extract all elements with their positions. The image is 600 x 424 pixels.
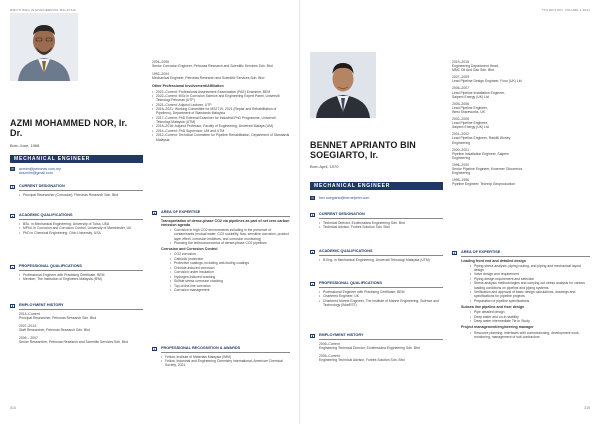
- employment-entry: 2004–2006 Senior Corrosion Engineer, Petronas Research and Scientific Services Sdn. Bhd: [152, 60, 273, 69]
- divider: [319, 339, 443, 340]
- briefcase-icon: ■: [311, 213, 314, 217]
- list-item: • Sulfide stress corrosion cracking: [170, 279, 290, 283]
- subsection-title: Corrosion and Corrosion Control: [161, 247, 218, 252]
- employment-entry: 2002–2005 Lead Pipeline Engineer, Saipem Energy (UK) Ltd: [452, 117, 489, 130]
- section-expertise-bennet: [452, 250, 590, 339]
- list-item: • Cathodic protection: [170, 257, 290, 261]
- list-item: • Fellow, Industrial and Engineering Chemistry International, American Chemical Society, 2021: [161, 359, 290, 367]
- list-item: • Piping stress analysis, piping routing, and piping and mechanical layout design: [470, 264, 590, 272]
- employment-continued-azmi: [152, 60, 290, 142]
- list-item: • Technical Director, Ecothreadea Engineering Sdn. Bhd: [319, 221, 443, 225]
- section-academic-azmi: [10, 213, 143, 236]
- list-item: • CO2 corrosion: [170, 252, 290, 256]
- list-item: • 2017–Current: PhD External Examiner for Industrial PhD Programme, Universiti Teknologi Malaysia (UTM): [152, 116, 290, 124]
- section-academic-bennet: [310, 249, 443, 262]
- list-item: • Corrosion in high CO2 environments including in the presence of contaminants (mutual water, CO2 solubility, flow, sensitive corrosion, product layer effect, corrosion inhibitors, and corrosion monitoring): [170, 228, 290, 240]
- employment-continued-bennet: [452, 60, 590, 189]
- list-item: • Valve design and requirement: [470, 272, 590, 276]
- employment-entry: 2000–2001 Pipeline Installation Engineer, Saipem Engineering: [452, 147, 509, 160]
- divider: [19, 309, 143, 310]
- briefcase-icon: ■: [11, 185, 14, 189]
- list-item: • 2015–2018: Adjunct Professor, Faculty of Engineering, Universiti Malaya (UM): [152, 124, 290, 128]
- list-item: • Pipe detailed design: [470, 310, 590, 314]
- list-item: • Chloride-induced corrosion: [170, 266, 290, 270]
- list-item: • Professional Engineer with Practising Certificate, BEM: [319, 290, 443, 294]
- list-item: • Chartered Engineer, UK: [319, 294, 443, 298]
- section-professional-azmi: [10, 264, 143, 282]
- discipline-banner-bennet: MECHANICAL ENGINEER: [310, 182, 443, 190]
- certificate-icon: ●: [311, 282, 314, 286]
- section-current-designation-bennet: [310, 212, 443, 230]
- list-item: • Principal Researcher (Corrosion), Petronas Research Sdn. Bhd: [19, 193, 143, 197]
- list-item: • Protective coatings, including anti-fouling coatings: [170, 261, 290, 265]
- discipline-banner-azmi: MECHANICAL ENGINEER: [10, 155, 143, 163]
- employment-entry: 2006–2007 Lead Pipeline Installation Engineer, Saipem Energy (UK) Ltd: [452, 86, 505, 99]
- divider: [161, 352, 290, 353]
- list-item: • Member, The Institution of Engineers Malaysia (IEM): [19, 277, 143, 281]
- email-block-bennet: [310, 196, 369, 200]
- divider: [19, 219, 143, 220]
- star-icon: ★: [153, 211, 156, 215]
- employment-entry: 1995–1996 Pipeline Engineer, Technip Geoproduction: [452, 178, 516, 187]
- star-icon: ★: [453, 251, 456, 255]
- divider: [319, 218, 443, 219]
- list-item: • Preparation of pipeline specifications: [470, 299, 590, 303]
- section-title: EMPLOYMENT HISTORY: [319, 333, 364, 337]
- list-item: • Planning the technoeconomics of dense-phase CO2 pipelines: [170, 241, 290, 245]
- list-item: • PhD in Chemical Engineering, Ohio University, USA: [19, 231, 143, 235]
- section-expertise-azmi: [152, 210, 290, 293]
- list-item: • Corrosion management: [170, 288, 290, 292]
- section-title: AREA OF EXPERTISE: [461, 250, 501, 254]
- born-date-bennet: Born April, 1970: [310, 164, 339, 169]
- email-icon: ✉: [11, 167, 14, 171]
- list-item: • MPhil. in Corrosion and Corrosion Control, University of Manchester, UK: [19, 226, 143, 230]
- divider: [19, 270, 143, 271]
- list-item: • Deep water and on-in stability: [470, 315, 590, 319]
- email-link-2[interactable]: drazmim@gmail.com: [19, 171, 53, 176]
- employment-entry: 2007–2014 Staff Researcher, Petronas Research Sdn. Bhd: [19, 323, 90, 332]
- running-header-left: WHO'S WHO IN ENGINEERING MALAYSIA: [10, 8, 76, 12]
- employment-entry: 1992–2004 Mechanical Engineer, Petronas Research and Scientific Services Sdn. Bhd: [152, 72, 265, 81]
- subsection-title: Project management/engineering manager: [461, 325, 534, 330]
- award-icon: ✦: [153, 347, 156, 351]
- list-item: • Hydrogen-induced cracking: [170, 275, 290, 279]
- list-item: • Piping design requirement and selection: [470, 277, 590, 281]
- section-title: PROFESSIONAL RECOGNITION & AWARDS: [161, 346, 241, 350]
- portrait-azmi-image: [10, 13, 78, 81]
- section-employment-azmi: [10, 303, 143, 348]
- list-item: • Stress analysis methodologies and carrying out stress analysis for various loading conditions on pipeline and piping systems: [470, 281, 590, 289]
- list-item: • Technical Advisor, Forbes Solution Sdn. Bhd: [319, 225, 443, 229]
- list-item: • 2021–Current: Adjunct Lecturer, UTP: [152, 103, 290, 107]
- list-item: • Resource planning, interfaces with commissioning, development work, monitoring, management of sub-contractors: [470, 331, 590, 339]
- right-page: [300, 0, 600, 424]
- section-title: ACADEMIC QUALIFICATIONS: [319, 249, 373, 253]
- list-item: • Verification and approval of basic design calculations, drawings and specifications for pipeline projects: [470, 290, 590, 298]
- divider: [319, 287, 443, 288]
- list-item: • Fellow, Institute of Materials Malaysia (IMM): [161, 355, 290, 359]
- list-item: • 2022–Current: Professional Assessment Examination (PAE) Examiner, BEM: [152, 90, 290, 94]
- list-item: • 2014–Current: PhD Supervisor, UM and UTM: [152, 129, 290, 133]
- email-icon: ✉: [311, 196, 314, 200]
- profile-name-bennet: BENNET APRIANTO BIN SOEGIARTO, Ir.: [310, 140, 416, 160]
- employment-entry: 2005–Current Engineering Technical Advisor, Forbes Solution Sdn. Bhd: [319, 353, 405, 362]
- list-item: • Top-of-the-line corrosion: [170, 284, 290, 288]
- subsection-title: Subsea line pipeline and riser design: [461, 304, 525, 309]
- building-icon: ▮: [311, 334, 314, 338]
- section-title: CURRENT DESIGNATION: [19, 184, 65, 188]
- list-item: • 2022–Current: MSc in Corrosion Science and Engineering Expert Panel, Universiti Teknologi Petronas (UTP): [152, 94, 290, 102]
- list-item: • BSc. in Mechanical Engineering, University of Tulsa, USA: [19, 222, 143, 226]
- subsection-title: Leading front end and detailed design: [461, 258, 526, 263]
- section-current-designation-azmi: [10, 184, 143, 197]
- portrait-bennet-image: [310, 52, 376, 118]
- graduation-cap-icon: ▲: [11, 214, 14, 218]
- section-recognition-azmi: [152, 346, 290, 368]
- page-number-right: 315: [584, 406, 590, 410]
- building-icon: ▮: [11, 304, 14, 308]
- subsection-title: Other Professional Involvement/Affiliation: [152, 84, 224, 89]
- section-title: EMPLOYMENT HISTORY: [19, 303, 64, 307]
- divider: [461, 256, 590, 257]
- expertise-lead: Transportation of dense-phase CO2 via pipelines as part of net zero carbon emission agenda: [161, 218, 290, 227]
- running-header-right: 7TH EDITION, VOLUME 1 2024: [541, 8, 590, 12]
- email-link-1[interactable]: azmim@petronas.com.my: [19, 167, 61, 171]
- employment-entry: 1996–2000 Senior Pipeline Engineer, Kvaerner Oilcomnics Engineering: [452, 162, 523, 176]
- employment-entry: 2006–Current Engineering Technical Director, Ecothreadea Engineering Sdn. Bhd: [319, 341, 420, 350]
- section-title: PROFESSIONAL QUALIFICATIONS: [319, 281, 382, 285]
- section-title: CURRENT DESIGNATION: [319, 212, 365, 216]
- section-title: ACADEMIC QUALIFICATIONS: [19, 213, 73, 217]
- page-number-left: 314: [10, 406, 16, 410]
- list-item: • 2018–2021: Working Committee for MS2719, 2021 (Repair and Rehabilitation of Pipelines), Department of Standards Malaysia: [152, 107, 290, 115]
- section-title: PROFESSIONAL QUALIFICATIONS: [19, 264, 82, 268]
- list-item: • Professional Engineer with Practising Certificate, BEM: [19, 273, 143, 277]
- section-title: AREA OF EXPERTISE: [161, 210, 201, 214]
- divider: [319, 255, 443, 256]
- section-professional-bennet: [310, 281, 443, 308]
- list-item: • B.Eng. in Mechanical Engineering, Universiti Teknologi Malaysia (UTM): [319, 258, 443, 262]
- list-item: • 2012–Current: Technical Committee for Pipeline Rehabilitation, Department of Standards Malaysia: [152, 133, 290, 141]
- list-item: • Chartered Marine Engineer, The Institute of Marine Engineering, Science and Technology (IMarEST): [319, 299, 443, 307]
- list-item: • Corrosion under insulation: [170, 270, 290, 274]
- portrait-bennet: [310, 52, 376, 118]
- certificate-icon: ●: [11, 265, 14, 269]
- profile-name-azmi: AZMI MOHAMMED NOR, Ir. Dr.: [10, 118, 128, 138]
- section-employment-bennet: [310, 333, 443, 366]
- employment-entry: 2005–2006 Lead Pipeline Engineer, West Shareworks, UK: [452, 101, 488, 114]
- employment-entry: 2006 – 2007 Senior Researcher, Petronas Research and Scientific Services Sdn. Bhd: [19, 335, 128, 344]
- list-item: • Deep water intermediate Tie-in Study: [470, 319, 590, 323]
- divider: [161, 216, 290, 217]
- employment-entry: 2007–2009 Lead Pipeline Design Engineer, Foon (UK) Ltd: [452, 75, 522, 84]
- email-block-azmi: [10, 167, 61, 176]
- born-date-azmi: Born June, 1968: [10, 143, 40, 148]
- portrait-azmi: [10, 13, 78, 81]
- divider: [19, 190, 143, 191]
- employment-entry: 2019–2015 Engineering Department Head, MMC Oil And Gas Sdn. Bhd: [452, 60, 499, 73]
- email-link-1[interactable]: ben.soegiarto@bernetpmh.com: [319, 196, 370, 200]
- employment-entry: 2001–2002 Lead Pipeline Engineer, Ramlill Worley Engineering: [452, 132, 511, 145]
- employment-entry: 2014–Current Principal Researcher, Petronas Research Sdn. Bhd: [19, 311, 97, 320]
- graduation-cap-icon: ▲: [311, 250, 314, 254]
